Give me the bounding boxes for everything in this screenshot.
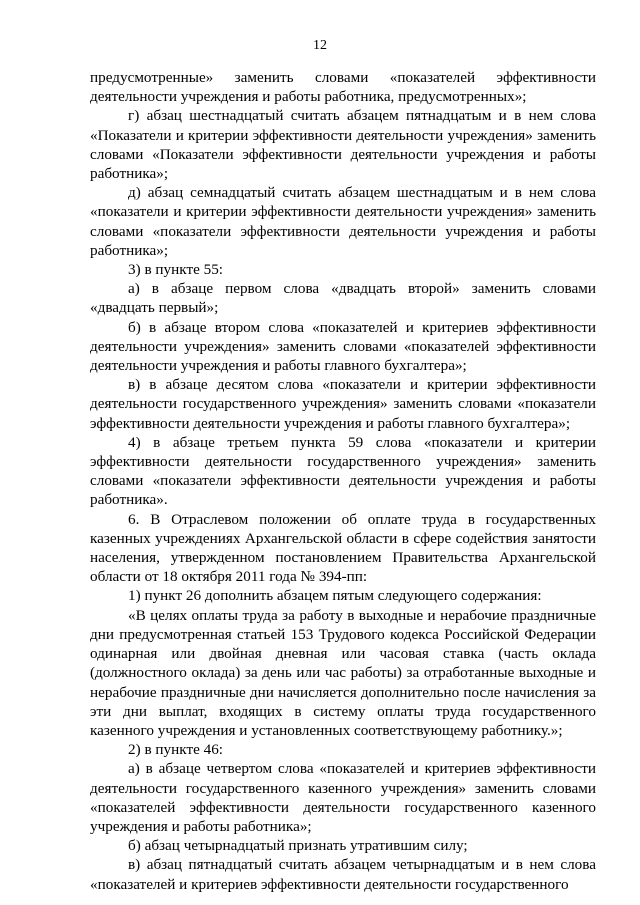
paragraph-10: 1) пункт 26 дополнить абзацем пятым следующего содержания: [128,587,542,605]
paragraph-6: б) в абзаце втором слова «показателей и критериев эффективности деятельности учреждения» заменить словами «показателей эффективности деятельности учреждения и работы главного бухгалтера»; [90,318,596,375]
paragraph-13: а) в абзаце четвертом слова «показателей и критериев эффективности деятельности государственного казенного учреждения» заменить словами «показателей эффективности деятельности государственного казенного учреждения и работы работника»; [90,760,596,835]
paragraph-9: 6. В Отраслевом положении об оплате труда в государственных казенных учреждениях Архангельской области в сфере содействия занятости населения, утвержденном постановлением Правительства Архангельской области от 18 октября 2011 года № 394-пп: [90,510,596,586]
paragraph-14: б) абзац четырнадцатый признать утратившим силу; [128,837,468,855]
document-body [90,68,596,894]
page-number: 12 [313,38,327,53]
paragraph-3: д) абзац семнадцатый считать абзацем шестнадцатым и в нем слова «показатели и критерии эффективности деятельности учреждения» заменить словами «показатели эффективности деятельности учреждения и работы работника»; [90,184,596,259]
paragraph-15: в) абзац пятнадцатый считать абзацем четырнадцатым и в нем слова «показателей и критериев эффективности деятельности государственного [90,856,596,893]
paragraph-8: 4) в абзаце третьем пункта 59 слова «показатели и критерии эффективности деятельности государственного учреждения» заменить словами «показатели эффективности деятельности учреждения и работы работника». [90,433,596,509]
paragraph-11: «В целях оплаты труда за работу в выходные и нерабочие праздничные дни предусмотренная статьей 153 Трудового кодекса Российской Федерации одинарная или двойная дневная или часовая ставка (часть оклада (должностного оклада) за день или час работы) за отработанные выходные и нерабочие праздничные дни начисляется дополнительно после начисления за эти дни выплат, входящих в систему оплаты труда государственного казенного учреждения и установленных соответствующему работнику.»; [90,606,596,739]
paragraph-12: 2) в пункте 46: [128,741,224,759]
paragraph-2: г) абзац шестнадцатый считать абзацем пятнадцатым и в нем слова «Показатели и критерии эффективности деятельности учреждения» заменить словами «Показатели эффективности деятельности учреждения и работы работника»; [90,107,596,183]
paragraph-1: предусмотренные» заменить словами «показателей эффективности деятельности учреждения и работы работника, предусмотренных»; [90,69,596,106]
paragraph-7: в) в абзаце десятом слова «показатели и критерии эффективности деятельности государственного учреждения» заменить словами «показатели эффективности деятельности учреждения и работы главного бухгалтера»; [90,376,596,432]
paragraph-4: 3) в пункте 55: [128,261,224,279]
paragraph-5: а) в абзаце первом слова «двадцать второй» заменить словами «двадцать первый»; [90,280,596,317]
